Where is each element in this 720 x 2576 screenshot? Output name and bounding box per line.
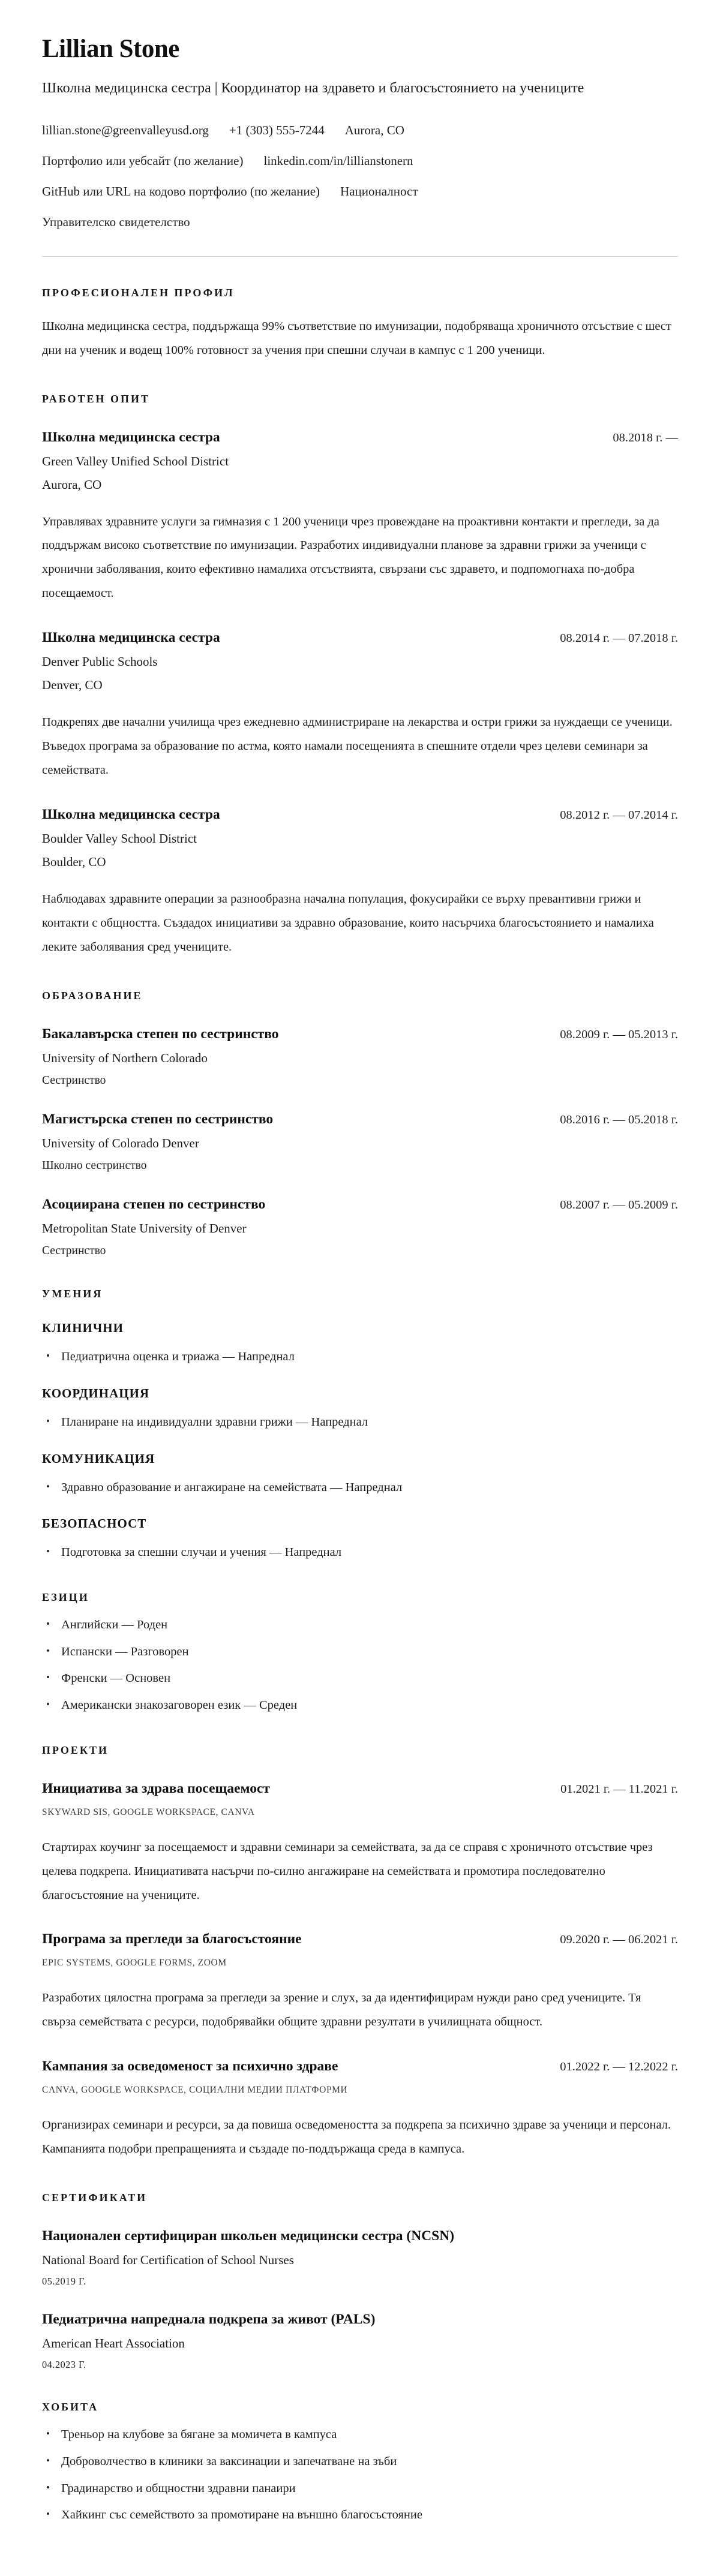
project-title: Програма за прегледи за благосъстояние — [42, 1931, 302, 1947]
project-entry — [42, 1931, 678, 2034]
project-dates: 01.2021 г. — 11.2021 г. — [560, 1782, 678, 1796]
hobbies-list — [42, 2427, 678, 2524]
project-title: Кампания за осведоменост за психично здраве — [42, 2058, 338, 2075]
degree-title: Магистърска степен по сестринство — [42, 1111, 274, 1128]
field-of-study: Сестринство — [42, 1074, 106, 1087]
section-hobbies — [42, 2401, 678, 2524]
contact-row-2 — [42, 154, 678, 169]
section-skills — [42, 1288, 678, 1561]
section-heading-education: ОБРАЗОВАНИЕ — [42, 990, 143, 1002]
section-heading-skills: УМЕНИЯ — [42, 1288, 103, 1300]
skill-list — [42, 1349, 678, 1366]
skill-item: • Планиране на индивидуални здравни грижи — Напреднал — [42, 1414, 678, 1431]
job-dates: 08.2012 г. — 07.2014 г. — [560, 808, 678, 822]
contact-portfolio: Портфолио или уебсайт (по желание) — [42, 153, 244, 168]
project-description: Стартирах коучинг за посещаемост и здравни семинари за семействата, за да се справя с хроничното отсъствие чрез целева подкрепа. Инициативата насърчи по-силно ангажиране на семействата и промотира последователно благосъстояние на учениците. — [42, 1840, 653, 1902]
hobby-item: • Треньор на клубове за бягане за момичета в кампуса — [42, 2427, 678, 2443]
certificate-entry — [42, 2312, 678, 2371]
contact-nationality: Националност — [340, 184, 418, 199]
contact-location: Aurora, CO — [344, 122, 404, 137]
school-name: University of Colorado Denver — [42, 1136, 199, 1151]
contact-license: Управителско свидетелство — [42, 214, 190, 229]
job-description: Наблюдавах здравните операции за разнообразна начална популация, фокусирайки се върху превантивни грижи и контакти с общността. Създадох инициативи за здравно образование, които насърчиха благосъстоянието и намалиха леките заболявания сред учениците. — [42, 892, 654, 954]
languages-list — [42, 1617, 678, 1714]
section-heading-experience: РАБОТЕН ОПИТ — [42, 392, 150, 405]
skill-item: • Здравно образование и ангажиране на семействата — Напреднал — [42, 1480, 678, 1496]
contact-phone: +1 (303) 555-7244 — [229, 122, 325, 137]
job-entry-head — [42, 429, 678, 446]
contact-linkedin: linkedin.com/in/lillianstonern — [263, 153, 413, 168]
person-name: Lillian Stone — [42, 35, 179, 63]
skill-group-heading: КЛИНИЧНИ — [42, 1321, 124, 1336]
header — [42, 35, 678, 230]
education-entry-head — [42, 1111, 678, 1128]
certificate-date: 05.2019 Г. — [42, 2276, 86, 2288]
project-entry-head — [42, 1781, 678, 1797]
job-description: Подкрепях две начални училища чрез ежедневно администриране на лекарства и остри грижи за нуждаещи се ученици. Въведох програма за образование по астма, която намали посещенията в спешните отдели чрез целеви семинари за семействата. — [42, 716, 673, 777]
skill-list — [42, 1414, 678, 1431]
skill-item: • Подготовка за спешни случаи и учения — Напреднал — [42, 1544, 678, 1561]
contact-email: lillian.stone@greenvalleyusd.org — [42, 122, 209, 137]
job-location: Denver, CO — [42, 678, 103, 693]
contact-row-3 — [42, 184, 678, 199]
contact-row-4 — [42, 215, 678, 230]
project-entry-head — [42, 2058, 678, 2075]
contact-row-1 — [42, 123, 678, 138]
project-tools: EPIC SYSTEMS, GOOGLE FORMS, ZOOM — [42, 1958, 227, 1968]
skill-group-clinical — [42, 1321, 678, 1366]
section-profile — [42, 287, 678, 363]
school-name: Metropolitan State University of Denver — [42, 1221, 247, 1236]
degree-dates: 08.2009 г. — 05.2013 г. — [560, 1028, 678, 1042]
job-title: Школна медицинска сестра — [42, 630, 220, 646]
education-entry — [42, 1111, 678, 1173]
skill-list — [42, 1480, 678, 1496]
job-entry-head — [42, 807, 678, 823]
job-title: Школна медицинска сестра — [42, 429, 220, 445]
skill-item: • Педиатрична оценка и триажа — Напреднал — [42, 1349, 678, 1366]
job-company: Green Valley Unified School District — [42, 453, 229, 468]
degree-title: Асоциирана степен по сестринство — [42, 1197, 266, 1213]
hobby-item: • Хайкинг със семейството за промотиране на външно благосъстояние — [42, 2507, 678, 2524]
project-description: Разработих цялостна програма за прегледи за зрение и слух, за да идентифицирам нужди рано сред учениците. Тя свърза семействата с ресурси, подобрявайки общите здравни резултати в училищната общност. — [42, 1991, 641, 2029]
hobby-item: • Доброволчество в клиники за ваксинации и запечатване на зъби — [42, 2454, 678, 2470]
education-entry-head — [42, 1197, 678, 1213]
job-entry-head — [42, 630, 678, 646]
project-title: Инициатива за здрава посещаемост — [42, 1780, 270, 1796]
project-entry — [42, 1781, 678, 1908]
job-company: Boulder Valley School District — [42, 831, 197, 846]
degree-title: Бакалавърска степен по сестринство — [42, 1026, 279, 1042]
skill-group-heading: КООРДИНАЦИЯ — [42, 1385, 150, 1400]
section-heading-projects: ПРОЕКТИ — [42, 1744, 109, 1756]
language-item: • Английски — Роден — [42, 1617, 678, 1634]
job-entry — [42, 429, 678, 606]
job-dates: 08.2018 г. — — [613, 431, 678, 444]
project-dates: 09.2020 г. — 06.2021 г. — [560, 1933, 678, 1947]
project-description: Организирах семинари и ресурси, за да повиша осведомеността за подкрепа за психично здраве за ученици и персонал. Кампанията подобри препращенията и създаде по-поддържаща среда в кампуса. — [42, 2118, 671, 2156]
contact-github: GitHub или URL на кодово портфолио (по желание) — [42, 184, 320, 199]
project-entry — [42, 2058, 678, 2162]
section-experience — [42, 393, 678, 960]
section-heading-languages: ЕЗИЦИ — [42, 1591, 89, 1603]
field-of-study: Сестринство — [42, 1245, 106, 1258]
section-projects — [42, 1744, 678, 2162]
degree-dates: 08.2007 г. — 05.2009 г. — [560, 1198, 678, 1212]
language-item: • Испански — Разговорен — [42, 1644, 678, 1661]
job-location: Aurora, CO — [42, 477, 102, 492]
certificate-org: National Board for Certification of School Nurses — [42, 2253, 294, 2268]
job-title: Школна медицинска сестра — [42, 807, 220, 823]
language-item: • Американски знакозаговорен език — Среден — [42, 1697, 678, 1714]
project-entry-head — [42, 1931, 678, 1947]
person-title: Школна медицинска сестра | Координатор на здравето и благосъстоянието на учениците — [42, 80, 584, 97]
school-name: University of Northern Colorado — [42, 1051, 208, 1066]
section-languages — [42, 1591, 678, 1714]
job-entry — [42, 630, 678, 783]
section-certificates — [42, 2192, 678, 2371]
section-heading-hobbies: ХОБИТА — [42, 2401, 99, 2413]
project-tools: CANVA, GOOGLE WORKSPACE, СОЦИАЛНИ МЕДИИ ПЛАТФОРМИ — [42, 2085, 348, 2096]
skill-group-heading: БЕЗОПАСНОСТ — [42, 1516, 147, 1531]
section-education — [42, 990, 678, 1258]
skill-group-heading: КОМУНИКАЦИЯ — [42, 1451, 155, 1466]
section-heading-profile: ПРОФЕСИОНАЛЕН ПРОФИЛ — [42, 286, 235, 299]
section-heading-certificates: СЕРТИФИКАТИ — [42, 2192, 148, 2204]
job-location: Boulder, CO — [42, 855, 106, 870]
certificate-date: 04.2023 Г. — [42, 2359, 86, 2371]
certificate-entry — [42, 2228, 678, 2288]
skill-list — [42, 1544, 678, 1561]
header-divider — [42, 256, 678, 257]
job-description: Управлявах здравните услуги за гимназия с 1 200 ученици чрез провеждане на проактивни контакти и прегледи, за да поддържам високо съответствие по имунизации. Разработих индивидуални планове за здравни грижи за ученици с хронични заболявания, които ефективно намалиха отсъствията, свързани със здравето, и подпомогнаха по-добра посещаемост. — [42, 515, 659, 600]
education-entry — [42, 1197, 678, 1258]
skill-group-safety — [42, 1516, 678, 1561]
education-entry-head — [42, 1026, 678, 1042]
certificate-org: American Heart Association — [42, 2336, 185, 2351]
field-of-study: Школно сестринство — [42, 1159, 147, 1173]
skill-group-communication — [42, 1451, 678, 1496]
education-entry — [42, 1026, 678, 1087]
job-company: Denver Public Schools — [42, 654, 158, 669]
project-tools: SKYWARD SIS, GOOGLE WORKSPACE, CANVA — [42, 1806, 255, 1817]
certificate-title: Национален сертифициран школьен медицински сестра (NCSN) — [42, 2228, 455, 2244]
project-dates: 01.2022 г. — 12.2022 г. — [560, 2060, 678, 2074]
hobby-item: • Градинарство и общностни здравни панаири — [42, 2481, 678, 2497]
degree-dates: 08.2016 г. — 05.2018 г. — [560, 1113, 678, 1127]
skill-group-coordination — [42, 1386, 678, 1431]
job-entry — [42, 807, 678, 960]
certificate-title: Педиатрична напреднала подкрепа за живот (PALS) — [42, 2312, 376, 2328]
language-item: • Френски — Основен — [42, 1670, 678, 1687]
profile-text: Школна медицинска сестра, поддържаща 99% съответствие по имунизации, подобряваща хроничното отсъствие с шест дни на ученик и водещ 100% готовност за учения при спешни случаи в кампус с 1 200 ученици. — [42, 319, 671, 357]
job-dates: 08.2014 г. — 07.2018 г. — [560, 632, 678, 645]
